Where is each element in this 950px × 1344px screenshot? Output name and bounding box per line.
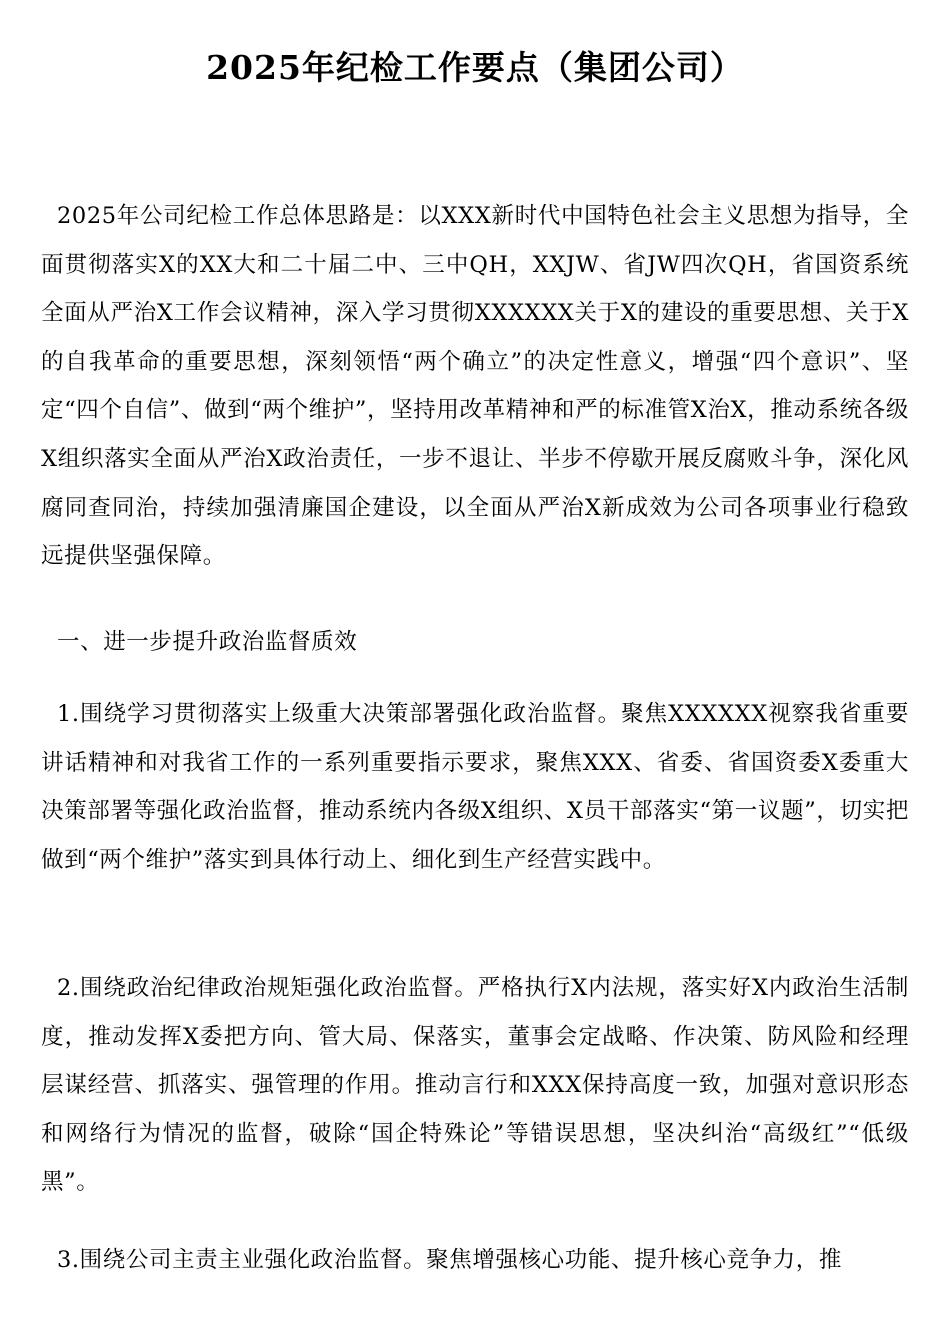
- document-title: 2025年纪检工作要点（集团公司）: [206, 48, 744, 87]
- list-item: 3.围绕公司主责主业强化政治监督。聚焦增强核心功能、提升核心竞争力，推: [57, 1247, 842, 1273]
- list-item: 2.围绕政治纪律政治规矩强化政治监督。严格执行X内法规，落实好X内政治生活制度，推动发挥X委把方向、管大局、保落实，董事会定战略、作决策、防风险和经理层谋经营、抓落实、强管理的作用。推动言行和XXX保持高度一致，加强对意识形态和网络行为情况的监督，破除“国企特殊论”等错误思想，坚决纠治“高级红”“低级黑”。: [41, 975, 909, 1196]
- list-item: 1.围绕学习贯彻落实上级重大决策部署强化政治监督。聚焦XXXXXX视察我省重要讲话精神和对我省工作的一系列重要指示要求，聚焦XXX、省委、省国资委X委重大决策部署等强化政治监督，推动系统内各级X组织、X员干部落实“第一议题”，切实把做到“两个维护”落实到具体行动上、细化到生产经营实践中。: [41, 701, 909, 873]
- section-heading: 一、进一步提升政治监督质效: [57, 629, 358, 655]
- intro-paragraph: 2025年公司纪检工作总体思路是：以XXX新时代中国特色社会主义思想为指导，全面贯彻落实X的XX大和二十届二中、三中QH，XXJW、省JW四次QH，省国资系统全面从严治X工作会议精神，深入学习贯彻XXXXXX关于X的建设的重要思想、关于X的自我革命的重要思想，深刻领悟“两个确立”的决定性意义，增强“四个意识”、坚定“四个自信”、做到“两个维护”，坚持用改革精神和严的标准管X治X，推动系统各级X组织落实全面从严治X政治责任，一步不退让、半步不停歇开展反腐败斗争，深化风腐同查同治，持续加强清廉国企建设，以全面从严治X新成效为公司各项事业行稳致远提供坚强保障。: [41, 203, 909, 570]
